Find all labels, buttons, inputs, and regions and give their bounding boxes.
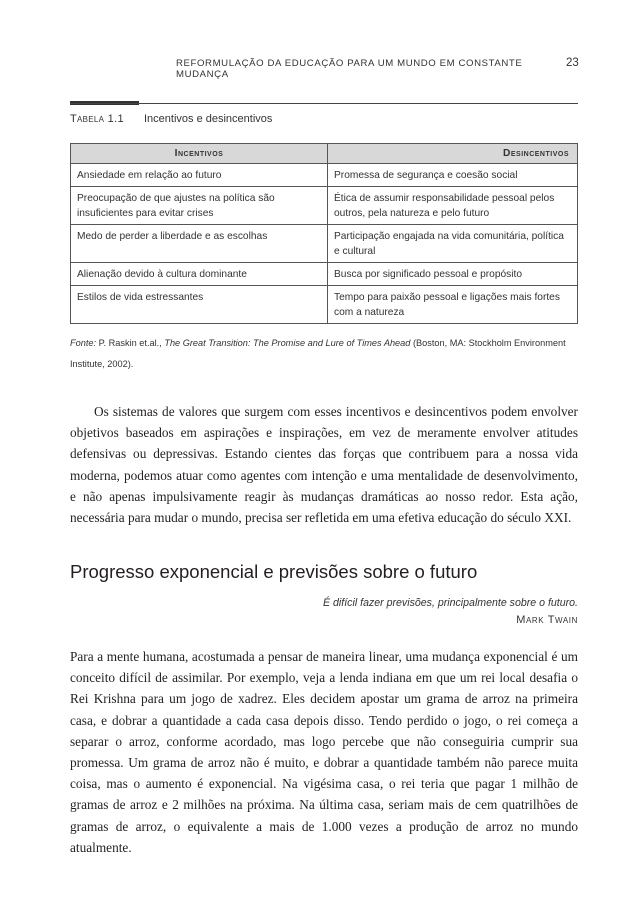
incentives-table	[70, 143, 578, 324]
table-row	[71, 164, 578, 187]
body-paragraph: Para a mente humana, acostumada a pensar de maneira linear, uma mudança exponencial é um conceito difícil de assimilar. Por exemplo, veja a lenda indiana em que um rei local desafia o Rei Krishna para um jogo de xadrez. Eles decidem apostar um grama de arroz na primeira casa, e dobrar a quantidade a cada casa depois disso. Tendo perdido o jogo, o rei começa a separar o arroz, conforme acordado, mas logo percebe que não conseguiria cumprir sua promessa. Um grama de arroz não é muito, e dobrar a quantidade também não parece muita coisa, mas o aumento é exponencial. Na vigésima casa, o rei teria que pagar 1 milhão de gramas de arroz e 2 milhões na próxima. Na última casa, seriam mais de cem quatrilhões de gramas de arroz, o equivalente a mais de 1.000 vezes a produção de arroz no mundo atualmente.	[70, 649, 578, 855]
table-source-note	[70, 333, 578, 375]
source-authors: P. Raskin et.al.,	[98, 338, 162, 348]
source-details: (Boston, MA: Stockholm Environment Institute, 2002).	[70, 338, 566, 369]
table-cell: Estilos de vida estressantes	[71, 286, 328, 324]
table-cell: Preocupação de que ajustes na política são insuficientes para evitar crises	[71, 187, 328, 225]
table-label: Tabela 1.1	[70, 113, 124, 125]
running-header-title: REFORMULAÇÃO DA EDUCAÇÃO PARA UM MUNDO EM CONSTANTE MUDANÇA	[176, 58, 523, 80]
body-paragraph: Os sistemas de valores que surgem com esses incentivos e desincentivos podem envolver objetivos baseados em aspirações e inspirações, em vez de meramente envolver atitudes defensivas ou depressivas. Estando cientes das forças que contribuem para a nossa vida moderna, podemos atuar como agentes com intenção e uma mentalidade de desenvolvimento, e não apenas impulsivamente reagir às mudanças dramáticas ao nosso redor. Esta ação, necessária para mudar o mundo, precisa ser refletida em uma efetiva educação do século XXI.	[70, 404, 578, 526]
table-cell: Ética de assumir responsabilidade pessoal pelos outros, pela natureza e pelo futuro	[328, 187, 578, 225]
epigraph-author: Mark Twain	[516, 614, 578, 626]
table-header-row	[71, 144, 578, 164]
epigraph-quote: É difícil fazer previsões, principalmente sobre o futuro.	[323, 597, 578, 609]
table-cell: Tempo para paixão pessoal e ligações mais fortes com a natureza	[328, 286, 578, 324]
table-row	[71, 225, 578, 263]
table-cell: Alienação devido à cultura dominante	[71, 263, 328, 286]
epigraph	[200, 597, 578, 626]
source-label: Fonte:	[70, 338, 97, 348]
table-title: Incentivos e desincentivos	[144, 113, 273, 125]
table-row	[71, 187, 578, 225]
table-cell: Promessa de segurança e coesão social	[328, 164, 578, 187]
table-row	[71, 263, 578, 286]
column-header-incentives: Incentivos	[71, 144, 328, 164]
table-cell: Medo de perder a liberdade e as escolhas	[71, 225, 328, 263]
table-caption	[70, 113, 273, 125]
source-title: The Great Transition: The Promise and Lure of Times Ahead	[164, 338, 411, 348]
header-rule	[70, 103, 578, 104]
section-heading: Progresso exponencial e previsões sobre o futuro	[70, 561, 478, 582]
table-cell: Participação engajada na vida comunitária, política e cultural	[328, 225, 578, 263]
table-row	[71, 286, 578, 324]
column-header-disincentives: Desincentivos	[328, 144, 578, 164]
page-number: 23	[566, 57, 579, 69]
table-cell: Ansiedade em relação ao futuro	[71, 164, 328, 187]
table-cell: Busca por significado pessoal e propósito	[328, 263, 578, 286]
